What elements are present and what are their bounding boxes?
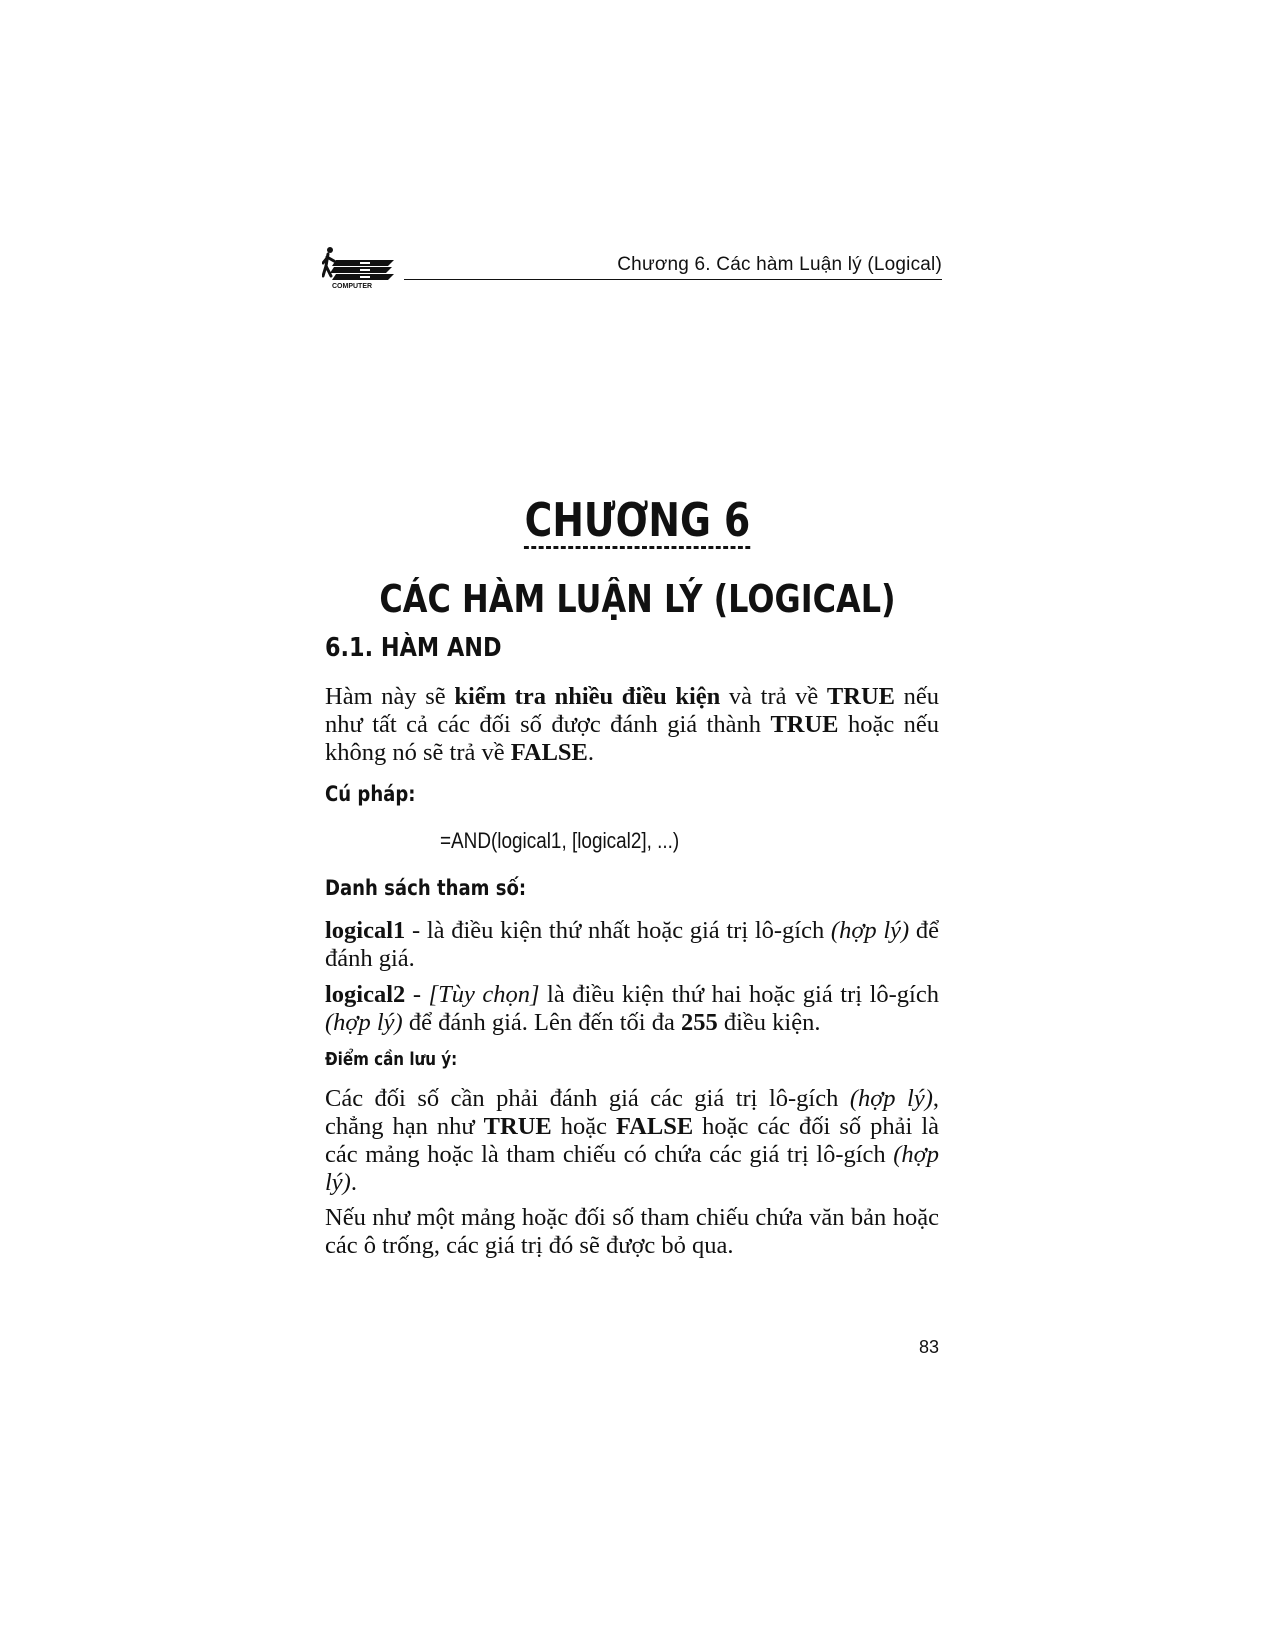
- note-paragraph-2: Nếu như một mảng hoặc đối số tham chiếu chứa văn bản hoặc các ô trống, các giá trị đó sẽ được bỏ qua.: [325, 1204, 939, 1259]
- note-italic: (hợp lý): [849, 1085, 933, 1112]
- syntax-heading: Cú pháp:: [325, 782, 416, 806]
- param-bold: 255: [680, 1009, 718, 1036]
- param-text: để đánh giá.: [325, 917, 939, 972]
- note-text: hoặc: [551, 1113, 617, 1140]
- note-text: hoặc các đối số phải là các mảng hoặc là tham chiếu có chứa các giá trị lô-gích: [325, 1113, 940, 1168]
- page-number: 83: [918, 1337, 939, 1357]
- param-italic: (hợp lý): [325, 1009, 403, 1036]
- intro-text: và trả về: [720, 683, 827, 710]
- chapter-label: [115, 492, 1161, 548]
- logo-text: COMPUTER: [332, 283, 373, 290]
- param-name: logical1: [325, 917, 406, 944]
- param-logical2: [325, 981, 939, 1037]
- section-heading: 6.1. HÀM AND: [325, 633, 502, 663]
- param-text: -: [405, 981, 429, 1008]
- syntax-formula: =AND(logical1, [logical2], ...): [440, 828, 680, 853]
- param-text: điều kiện.: [717, 1009, 821, 1036]
- intro-text: hoặc nếu không nó sẽ trả về: [325, 711, 940, 766]
- note-text: .: [350, 1169, 357, 1196]
- chapter-label-text: CHƯƠNG 6: [524, 493, 751, 547]
- intro-text: Hàm này sẽ: [325, 683, 455, 710]
- note-text: , chẳng hạn như: [325, 1085, 939, 1140]
- intro-bold: FALSE: [510, 739, 588, 766]
- param-text: là điều kiện thứ hai hoặc giá trị lô-gích: [539, 981, 939, 1008]
- header-rule: [404, 279, 942, 280]
- param-italic: [Tùy chọn]: [428, 981, 540, 1008]
- chapter-title: CÁC HÀM LUẬN LÝ (LOGICAL): [379, 577, 896, 621]
- computer-logo-icon: [322, 246, 402, 290]
- param-italic: (hợp lý): [830, 917, 910, 944]
- intro-bold: TRUE: [770, 711, 839, 738]
- intro-text: nếu như tất cả các đối số được đánh giá thành: [325, 683, 939, 738]
- params-heading: Danh sách tham số:: [325, 876, 527, 900]
- intro-paragraph: [325, 683, 939, 767]
- param-text: - là điều kiện thứ nhất hoặc giá trị lô-gích: [405, 917, 831, 944]
- param-name: logical2: [325, 981, 406, 1008]
- intro-text: .: [587, 739, 595, 766]
- note-text: Các đối số cần phải đánh giá các giá trị lô-gích: [325, 1085, 850, 1112]
- param-logical1: [325, 917, 939, 973]
- note-bold: TRUE: [483, 1113, 552, 1140]
- notes-heading: Điểm cần lưu ý:: [325, 1049, 458, 1070]
- intro-bold: kiểm tra nhiều điều kiện: [454, 683, 721, 710]
- running-title: Chương 6. Các hàm Luận lý (Logical): [617, 254, 942, 275]
- note-bold: FALSE: [616, 1113, 694, 1140]
- param-text: để đánh giá. Lên đến tối đa: [402, 1009, 681, 1036]
- note-paragraph-1: [325, 1085, 939, 1197]
- intro-bold: TRUE: [826, 683, 895, 710]
- note-italic: (hợp lý): [325, 1141, 939, 1196]
- running-header: [322, 246, 942, 290]
